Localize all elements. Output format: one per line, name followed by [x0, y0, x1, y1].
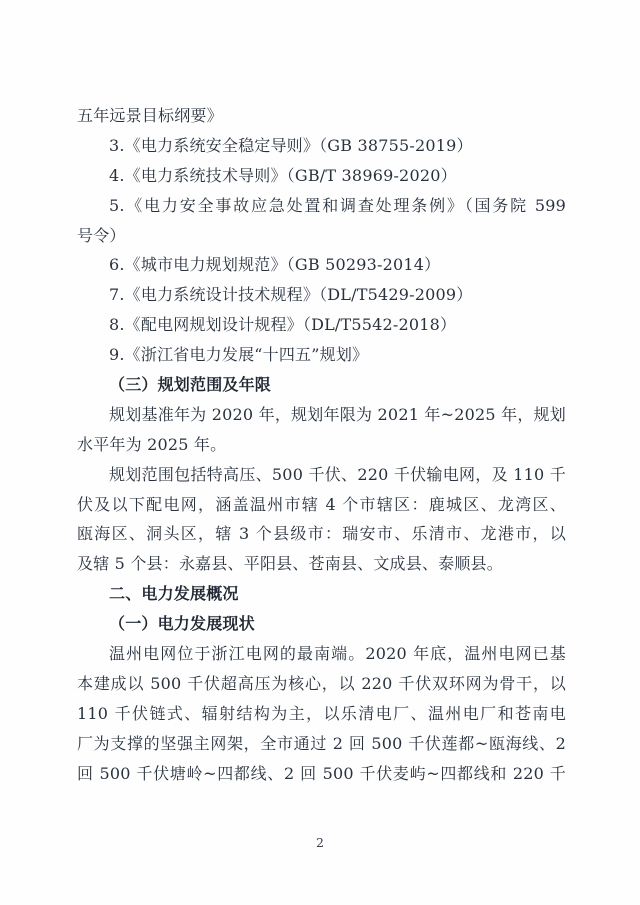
chapter-heading: 二、电力发展概况: [109, 584, 239, 604]
doc-line: 五年远景目标纲要》: [77, 106, 223, 125]
doc-line: 规划基准年为 2020 年，规划年限为 2021 年~2025 年，规划: [109, 404, 566, 424]
doc-line: 瓯海区、洞头区，辖 3 个县级市：瑞安市、乐清市、龙港市，以: [77, 524, 566, 544]
doc-line: 水平年为 2025 年。: [77, 434, 227, 454]
section-heading: （一）电力发展现状: [109, 614, 255, 634]
section-heading: （三）规划范围及年限: [109, 375, 272, 395]
doc-line-list-item: 6.《城市电力规划规范》（GB 50293-2014）: [109, 255, 441, 275]
document-body: [77, 101, 566, 788]
doc-line: 及辖 5 个县：永嘉县、平阳县、苍南县、文成县、泰顺县。: [77, 554, 503, 574]
doc-line: 规划范围包括特高压、500 千伏、220 千伏输电网，及 110 千: [109, 464, 566, 484]
doc-line-list-item: 5.《电力安全事故应急处置和调查处理条例》（国务院 599: [109, 195, 566, 215]
doc-line: 回 500 千伏塘岭~四都线、2 回 500 千伏麦屿~四都线和 220 千: [77, 763, 566, 783]
doc-line: 厂为支撑的坚强主网架，全市通过 2 回 500 千伏莲都~瓯海线、2: [77, 733, 566, 753]
doc-line-list-item: 3.《电力系统安全稳定导则》（GB 38755-2019）: [109, 135, 473, 155]
doc-line: 伏及以下配电网，涵盖温州市辖 4 个市辖区：鹿城区、龙湾区、: [77, 494, 566, 514]
doc-line: 号令）: [77, 225, 126, 245]
doc-line-list-item: 9.《浙江省电力发展“十四五”规划》: [109, 345, 369, 365]
page-number: 2: [316, 835, 324, 850]
doc-line: 本建成以 500 千伏超高压为核心，以 220 千伏双环网为骨干，以: [77, 673, 566, 693]
doc-line-list-item: 8.《配电网规划设计规程》（DL/T5542-2018）: [109, 315, 457, 335]
doc-line: 温州电网位于浙江电网的最南端。2020 年底，温州电网已基: [109, 644, 566, 664]
doc-line-list-item: 4.《电力系统技术导则》（GB/T 38969-2020）: [109, 165, 457, 185]
doc-line-list-item: 7.《电力系统设计技术规程》（DL/T5429-2009）: [109, 285, 473, 305]
doc-line: 110 千伏链式、辐射结构为主，以乐清电厂、温州电厂和苍南电: [77, 703, 566, 723]
